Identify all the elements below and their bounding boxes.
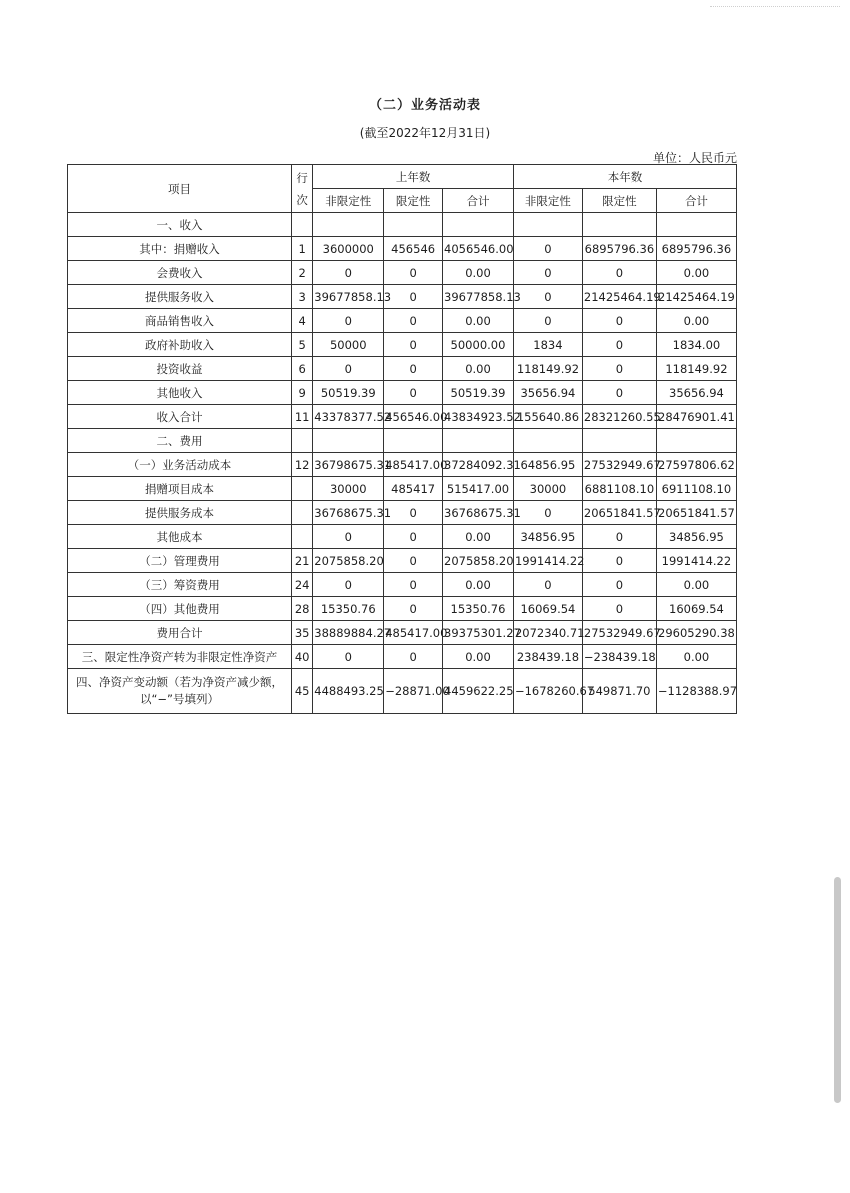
- cell-prev-total: 0.00: [443, 261, 514, 285]
- row-item-label: 提供服务成本: [68, 501, 292, 525]
- cell-prev-restricted: [384, 213, 443, 237]
- header-curr-year: 本年数: [513, 165, 736, 189]
- table-row: [68, 597, 737, 621]
- cell-prev-unrestricted: 15350.76: [313, 597, 384, 621]
- cell-curr-unrestricted: 16069.54: [513, 597, 582, 621]
- row-item-label: 费用合计: [68, 621, 292, 645]
- cell-curr-restricted: 0: [582, 333, 656, 357]
- cell-prev-restricted: −28871.00: [384, 669, 443, 714]
- cell-prev-unrestricted: 2075858.20: [313, 549, 384, 573]
- row-seq: 35: [292, 621, 313, 645]
- cell-prev-unrestricted: 0: [313, 357, 384, 381]
- cell-prev-total: 4056546.00: [443, 237, 514, 261]
- cell-curr-total: 1991414.22: [656, 549, 736, 573]
- cell-prev-unrestricted: 0: [313, 525, 384, 549]
- cell-prev-unrestricted: 3600000: [313, 237, 384, 261]
- cell-prev-restricted: 0: [384, 309, 443, 333]
- row-item-label: 捐赠项目成本: [68, 477, 292, 501]
- cell-curr-total: [656, 429, 736, 453]
- cell-curr-unrestricted: 0: [513, 237, 582, 261]
- cell-prev-restricted: 0: [384, 381, 443, 405]
- cell-prev-restricted: 0: [384, 645, 443, 669]
- cell-prev-unrestricted: 4488493.25: [313, 669, 384, 714]
- cell-curr-unrestricted: [513, 213, 582, 237]
- cell-prev-total: 0.00: [443, 645, 514, 669]
- row-seq: [292, 429, 313, 453]
- cell-curr-unrestricted: 64856.95: [513, 453, 582, 477]
- row-item-label: 其中：捐赠收入: [68, 237, 292, 261]
- cell-curr-total: 0.00: [656, 573, 736, 597]
- row-item-label: （一）业务活动成本: [68, 453, 292, 477]
- cell-prev-total: 36768675.31: [443, 501, 514, 525]
- cell-curr-restricted: 0: [582, 525, 656, 549]
- cell-curr-restricted: 0: [582, 549, 656, 573]
- row-seq: [292, 477, 313, 501]
- cell-curr-total: 16069.54: [656, 597, 736, 621]
- cell-curr-unrestricted: 1834: [513, 333, 582, 357]
- business-activity-table: [67, 164, 737, 714]
- cell-prev-unrestricted: 0: [313, 309, 384, 333]
- cell-prev-restricted: 0: [384, 501, 443, 525]
- row-seq: 12: [292, 453, 313, 477]
- row-seq: 9: [292, 381, 313, 405]
- row-item-label: 会费收入: [68, 261, 292, 285]
- row-item-label: 政府补助收入: [68, 333, 292, 357]
- cell-curr-total: 118149.92: [656, 357, 736, 381]
- table-row: [68, 645, 737, 669]
- cell-curr-total: 1834.00: [656, 333, 736, 357]
- cell-prev-restricted: 456546.00: [384, 405, 443, 429]
- cell-prev-restricted: 485417.00: [384, 621, 443, 645]
- cell-prev-unrestricted: [313, 213, 384, 237]
- table-row: [68, 285, 737, 309]
- cell-curr-total: 34856.95: [656, 525, 736, 549]
- table-row: [68, 309, 737, 333]
- table-row: [68, 261, 737, 285]
- header-curr-total: 合计: [656, 189, 736, 213]
- cell-prev-total: [443, 213, 514, 237]
- row-item-label: 一、收入: [68, 213, 292, 237]
- cell-curr-unrestricted: 118149.92: [513, 357, 582, 381]
- cell-prev-unrestricted: [313, 429, 384, 453]
- row-seq: 21: [292, 549, 313, 573]
- unit-label: 单位：人民币元: [652, 151, 737, 165]
- cell-curr-total: 21425464.19: [656, 285, 736, 309]
- cell-prev-unrestricted: 43378377.52: [313, 405, 384, 429]
- cell-curr-restricted: [582, 429, 656, 453]
- table-row: [68, 237, 737, 261]
- cell-prev-total: 37284092.31: [443, 453, 514, 477]
- cell-prev-total: 43834923.52: [443, 405, 514, 429]
- cell-prev-restricted: 0: [384, 549, 443, 573]
- page-subtitle: (截至2022年12月31日): [359, 126, 491, 140]
- table-row: [68, 453, 737, 477]
- cell-curr-restricted: 0: [582, 597, 656, 621]
- table-row: [68, 501, 737, 525]
- cell-prev-restricted: [384, 429, 443, 453]
- cell-prev-total: 0.00: [443, 573, 514, 597]
- row-item-label: （三）筹资费用: [68, 573, 292, 597]
- cell-prev-unrestricted: 0: [313, 645, 384, 669]
- cell-prev-unrestricted: 36798675.31: [313, 453, 384, 477]
- cell-curr-total: 20651841.57: [656, 501, 736, 525]
- cell-curr-restricted: 549871.70: [582, 669, 656, 714]
- cell-prev-total: 50000.00: [443, 333, 514, 357]
- cell-curr-restricted: [582, 213, 656, 237]
- cell-curr-total: 0.00: [656, 645, 736, 669]
- row-seq: 3: [292, 285, 313, 309]
- header-prev-year: 上年数: [313, 165, 514, 189]
- row-seq: 1: [292, 237, 313, 261]
- cell-prev-total: [443, 429, 514, 453]
- cell-prev-unrestricted: 0: [313, 261, 384, 285]
- page-title: （二）业务活动表: [368, 98, 481, 113]
- row-item-label: 三、限定性净资产转为非限定性净资产: [68, 645, 292, 669]
- top-edge-line: [710, 6, 840, 7]
- row-item-label: 收入合计: [68, 405, 292, 429]
- cell-curr-total: 29605290.38: [656, 621, 736, 645]
- cell-prev-restricted: 0: [384, 261, 443, 285]
- row-seq: [292, 501, 313, 525]
- cell-curr-unrestricted: 0: [513, 501, 582, 525]
- table-row: [68, 213, 737, 237]
- table-row: [68, 573, 737, 597]
- header-prev-restricted: 限定性: [384, 189, 443, 213]
- cell-prev-restricted: 0: [384, 573, 443, 597]
- cell-curr-total: 0.00: [656, 261, 736, 285]
- cell-prev-restricted: 0: [384, 333, 443, 357]
- cell-curr-total: 0.00: [656, 309, 736, 333]
- cell-curr-restricted: 6895796.36: [582, 237, 656, 261]
- row-item-label: 其他收入: [68, 381, 292, 405]
- row-seq: 40: [292, 645, 313, 669]
- cell-curr-unrestricted: 30000: [513, 477, 582, 501]
- cell-curr-unrestricted: 2072340.71: [513, 621, 582, 645]
- header-prev-total: 合计: [443, 189, 514, 213]
- cell-prev-total: 39677858.13: [443, 285, 514, 309]
- row-item-label: 提供服务收入: [68, 285, 292, 309]
- row-seq: 11: [292, 405, 313, 429]
- row-item-label: 商品销售收入: [68, 309, 292, 333]
- cell-prev-restricted: 485417.00: [384, 453, 443, 477]
- cell-prev-total: 39375301.27: [443, 621, 514, 645]
- header-curr-restricted: 限定性: [582, 189, 656, 213]
- cell-prev-total: 0.00: [443, 357, 514, 381]
- cell-curr-unrestricted: 0: [513, 573, 582, 597]
- cell-prev-unrestricted: 39677858.13: [313, 285, 384, 309]
- cell-curr-total: −1128388.97: [656, 669, 736, 714]
- header-item: 项目: [68, 165, 292, 213]
- cell-prev-total: 0.00: [443, 525, 514, 549]
- table-row: [68, 621, 737, 645]
- table-row: [68, 525, 737, 549]
- cell-curr-restricted: 6881108.10: [582, 477, 656, 501]
- table-row: [68, 549, 737, 573]
- cell-curr-restricted: 0: [582, 309, 656, 333]
- table-row: [68, 381, 737, 405]
- cell-prev-restricted: 0: [384, 597, 443, 621]
- cell-prev-unrestricted: 50000: [313, 333, 384, 357]
- cell-prev-total: 515417.00: [443, 477, 514, 501]
- vertical-scrollbar[interactable]: [834, 877, 841, 1103]
- header-curr-unrestricted: 非限定性: [513, 189, 582, 213]
- cell-curr-unrestricted: 1991414.22: [513, 549, 582, 573]
- cell-curr-restricted: 0: [582, 357, 656, 381]
- table-row: [68, 405, 737, 429]
- cell-prev-total: 15350.76: [443, 597, 514, 621]
- cell-curr-restricted: 0: [582, 573, 656, 597]
- cell-prev-unrestricted: 36768675.31: [313, 501, 384, 525]
- row-seq: [292, 525, 313, 549]
- table-row: [68, 669, 737, 714]
- row-seq: 28: [292, 597, 313, 621]
- row-seq: 45: [292, 669, 313, 714]
- table-row: [68, 357, 737, 381]
- cell-curr-unrestricted: 0: [513, 261, 582, 285]
- cell-curr-restricted: 0: [582, 381, 656, 405]
- cell-curr-unrestricted: 34856.95: [513, 525, 582, 549]
- cell-curr-restricted: −238439.18: [582, 645, 656, 669]
- row-seq: 4: [292, 309, 313, 333]
- cell-prev-restricted: 0: [384, 285, 443, 309]
- cell-prev-unrestricted: 38889884.27: [313, 621, 384, 645]
- row-item-label: 其他成本: [68, 525, 292, 549]
- cell-curr-unrestricted: 0: [513, 285, 582, 309]
- row-seq: 2: [292, 261, 313, 285]
- cell-prev-unrestricted: 30000: [313, 477, 384, 501]
- header-seq: 行次: [292, 165, 313, 213]
- cell-curr-total: 35656.94: [656, 381, 736, 405]
- cell-curr-total: 28476901.41: [656, 405, 736, 429]
- cell-curr-unrestricted: [513, 429, 582, 453]
- cell-curr-restricted: 27532949.67: [582, 621, 656, 645]
- cell-prev-total: 4459622.25: [443, 669, 514, 714]
- cell-curr-unrestricted: 238439.18: [513, 645, 582, 669]
- cell-curr-unrestricted: 35656.94: [513, 381, 582, 405]
- row-item-label: 四、净资产变动额（若为净资产减少额，以“−”号填列）: [68, 669, 292, 714]
- cell-curr-restricted: 21425464.19: [582, 285, 656, 309]
- row-seq: 6: [292, 357, 313, 381]
- table-row: [68, 333, 737, 357]
- cell-prev-unrestricted: 50519.39: [313, 381, 384, 405]
- row-item-label: 二、费用: [68, 429, 292, 453]
- header-row-1: [68, 165, 737, 189]
- table-row: [68, 477, 737, 501]
- header-prev-unrestricted: 非限定性: [313, 189, 384, 213]
- cell-prev-restricted: 0: [384, 525, 443, 549]
- cell-curr-restricted: 0: [582, 261, 656, 285]
- cell-curr-restricted: 28321260.55: [582, 405, 656, 429]
- cell-prev-total: 2075858.20: [443, 549, 514, 573]
- cell-curr-restricted: 27532949.67: [582, 453, 656, 477]
- table-row: [68, 429, 737, 453]
- row-seq: 5: [292, 333, 313, 357]
- cell-prev-total: 0.00: [443, 309, 514, 333]
- cell-prev-total: 50519.39: [443, 381, 514, 405]
- cell-curr-restricted: 20651841.57: [582, 501, 656, 525]
- cell-prev-restricted: 485417: [384, 477, 443, 501]
- table-body: [68, 165, 737, 714]
- cell-prev-restricted: 456546: [384, 237, 443, 261]
- cell-curr-total: 6911108.10: [656, 477, 736, 501]
- cell-curr-total: [656, 213, 736, 237]
- row-seq: 24: [292, 573, 313, 597]
- cell-curr-unrestricted: 155640.86: [513, 405, 582, 429]
- cell-curr-total: 6895796.36: [656, 237, 736, 261]
- cell-prev-unrestricted: 0: [313, 573, 384, 597]
- cell-curr-unrestricted: 0: [513, 309, 582, 333]
- row-item-label: 投资收益: [68, 357, 292, 381]
- cell-curr-unrestricted: −1678260.67: [513, 669, 582, 714]
- row-seq: [292, 213, 313, 237]
- row-item-label: （四）其他费用: [68, 597, 292, 621]
- cell-prev-restricted: 0: [384, 357, 443, 381]
- cell-curr-total: 27597806.62: [656, 453, 736, 477]
- row-item-label: （二）管理费用: [68, 549, 292, 573]
